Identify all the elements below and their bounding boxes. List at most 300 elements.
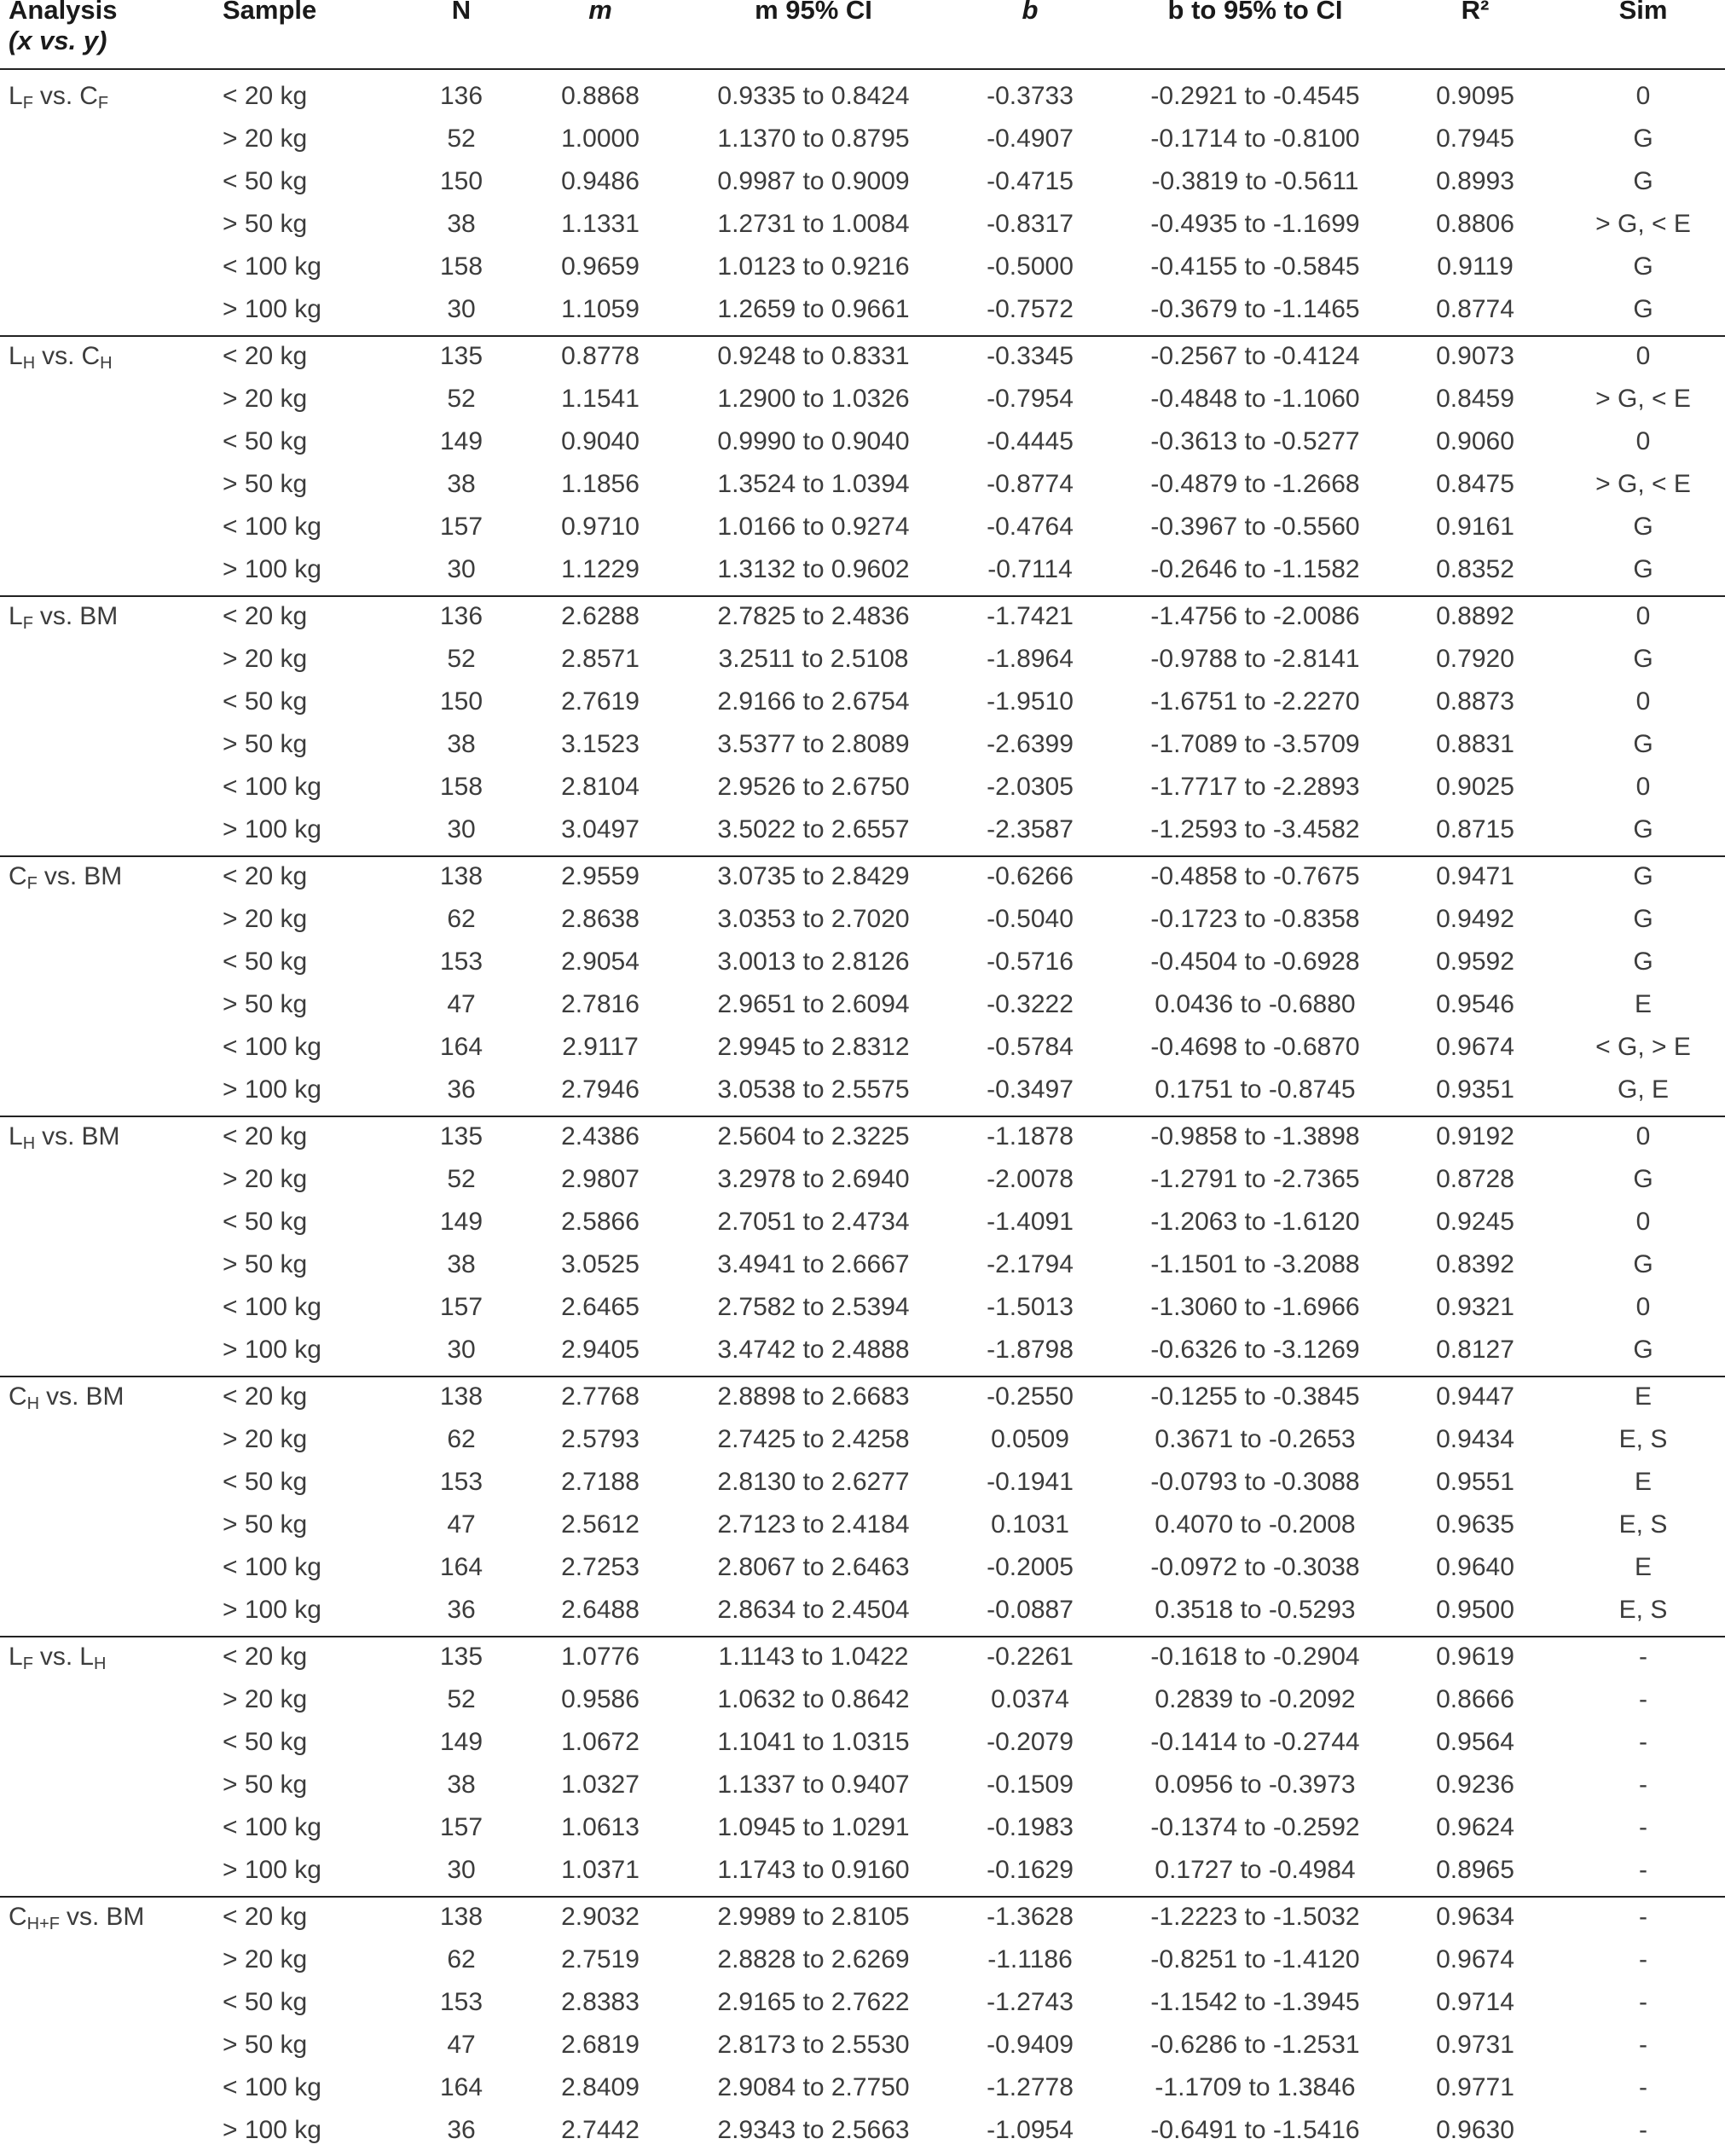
cell-n: 52 [447,125,476,153]
cell-m: 2.7946 [561,1075,640,1104]
cell-n: 38 [447,210,476,238]
cell-r2: 0.8666 [1436,1685,1514,1713]
cell-m: 3.0525 [561,1250,640,1278]
header-analysis-line2: (x vs. y) [9,25,107,55]
header-n: N [451,0,472,25]
cell-m: 1.0000 [561,125,640,153]
group-x-var: L [9,1122,23,1150]
cell-sim: G [1633,555,1653,583]
cell-sim: E, S [1618,1425,1668,1453]
group-y-var: BM [79,602,119,630]
cell-sim: G [1633,1336,1653,1364]
table-row [0,766,1725,808]
cell-n: 149 [439,1728,483,1756]
cell-m-ci: 2.9084 to 2.7750 [717,2073,910,2101]
table-row [0,1896,1725,1939]
cell-sample: < 50 kg [223,1468,308,1496]
cell-n: 135 [439,1122,483,1150]
cell-b: -1.8964 [987,645,1074,673]
cell-sim: 0 [1635,342,1651,370]
table-row [0,246,1725,288]
cell-b-ci: -1.7717 to -2.2893 [1150,773,1360,801]
group-vs: vs. [39,602,73,630]
cell-m: 2.8409 [561,2073,640,2101]
cell-b: -0.7954 [987,385,1074,413]
cell-m: 1.1229 [561,555,640,583]
cell-r2: 0.9640 [1436,1553,1514,1581]
group-x-var: L [9,82,23,110]
cell-b-ci: -0.6286 to -1.2531 [1150,2031,1360,2059]
group-vs: vs. [46,1382,79,1411]
table-row [0,941,1725,983]
cell-b-ci: -0.0793 to -0.3088 [1150,1468,1360,1496]
cell-r2: 0.8774 [1436,295,1514,323]
table-row [0,1636,1725,1678]
cell-m: 2.7816 [561,990,640,1018]
cell-b-ci: -0.2567 to -0.4124 [1150,342,1360,370]
cell-m-ci: 1.0945 to 1.0291 [717,1813,910,1841]
cell-b-ci: -0.9858 to -1.3898 [1150,1122,1360,1150]
cell-m-ci: 2.8067 to 2.6463 [717,1553,910,1581]
cell-r2: 0.9564 [1436,1728,1514,1756]
cell-m: 0.8778 [561,342,640,370]
cell-sim: - [1639,2031,1647,2059]
cell-b-ci: 0.1751 to -0.8745 [1155,1075,1356,1104]
cell-r2: 0.8475 [1436,470,1514,498]
cell-b-ci: -0.1374 to -0.2592 [1150,1813,1360,1841]
cell-sample: > 50 kg [223,210,308,238]
cell-m-ci: 1.0632 to 0.8642 [717,1685,910,1713]
cell-b-ci: -0.4858 to -0.7675 [1150,862,1360,890]
cell-m-ci: 1.3524 to 1.0394 [717,470,910,498]
cell-b: -1.4091 [987,1208,1074,1236]
cell-sim: G [1633,513,1653,541]
cell-b: -0.2005 [987,1553,1074,1581]
cell-sim: G [1633,1250,1653,1278]
cell-m: 2.7253 [561,1553,640,1581]
group-x-subscript: H [22,1134,36,1153]
table-row [0,506,1725,548]
cell-r2: 0.9619 [1436,1643,1514,1671]
cell-b-ci: -1.4756 to -2.0086 [1150,602,1360,630]
cell-b: -1.3628 [987,1903,1074,1931]
cell-b: 0.1031 [991,1510,1069,1539]
cell-n: 150 [439,687,483,716]
group-vs: vs. [39,82,73,110]
cell-sample: > 50 kg [223,1510,308,1539]
cell-n: 157 [439,1293,483,1321]
cell-r2: 0.9500 [1436,1596,1514,1624]
cell-r2: 0.9624 [1436,1813,1514,1841]
group-x-var: L [9,1643,23,1671]
table-row [0,723,1725,766]
cell-sample: > 50 kg [223,990,308,1018]
cell-sample: < 100 kg [223,252,321,281]
cell-m: 2.4386 [561,1122,640,1150]
cell-sim: G [1633,125,1653,153]
cell-b-ci: 0.0956 to -0.3973 [1155,1771,1356,1799]
cell-b: -0.3222 [987,990,1074,1018]
cell-m: 1.0776 [561,1643,640,1671]
cell-b: -1.7421 [987,602,1074,630]
table-row [0,1069,1725,1111]
cell-m: 2.9054 [561,948,640,976]
group-x-subscript: F [26,874,38,893]
cell-sim: 0 [1635,427,1651,455]
cell-r2: 0.8392 [1436,1250,1514,1278]
cell-r2: 0.8892 [1436,602,1514,630]
header-r2: R² [1461,0,1490,25]
cell-r2: 0.8965 [1436,1856,1514,1884]
cell-sim: G [1633,1165,1653,1193]
cell-sim: G [1633,730,1653,758]
cell-m-ci: 3.2978 to 2.6940 [717,1165,910,1193]
cell-r2: 0.7920 [1436,645,1514,673]
cell-b: -0.3733 [987,82,1074,110]
cell-sim: > G, < E [1595,210,1691,238]
table-row [0,2109,1725,2152]
group-y-var: C [81,342,101,370]
cell-n: 158 [439,773,483,801]
group-x-subscript: H [26,1394,40,1413]
cell-b: -0.8774 [987,470,1074,498]
cell-sim: - [1639,2073,1647,2101]
cell-n: 30 [447,555,476,583]
cell-n: 38 [447,1250,476,1278]
cell-sample: > 100 kg [223,815,321,843]
cell-m: 2.9807 [561,1165,640,1193]
cell-b-ci: -0.6491 to -1.5416 [1150,2116,1360,2144]
cell-n: 38 [447,470,476,498]
cell-sim: 0 [1635,602,1651,630]
cell-m-ci: 2.9343 to 2.5663 [717,2116,910,2144]
cell-r2: 0.8728 [1436,1165,1514,1193]
cell-b: 0.0374 [991,1685,1069,1713]
cell-b-ci: 0.4070 to -0.2008 [1155,1510,1356,1539]
cell-sim: - [1639,1856,1647,1884]
cell-r2: 0.8352 [1436,555,1514,583]
cell-b-ci: 0.3671 to -0.2653 [1155,1425,1356,1453]
cell-b-ci: -0.2921 to -0.4545 [1150,82,1360,110]
cell-n: 164 [439,2073,483,2101]
cell-b: -0.1509 [987,1771,1074,1799]
group-y-var: BM [81,1122,120,1150]
cell-sample: < 20 kg [223,862,308,890]
cell-m-ci: 2.8173 to 2.5530 [717,2031,910,2059]
table-header [0,0,1725,70]
cell-m: 1.1059 [561,295,640,323]
cell-m-ci: 3.0353 to 2.7020 [717,905,910,933]
cell-m-ci: 1.0123 to 0.9216 [717,252,910,281]
cell-sim: 0 [1635,773,1651,801]
cell-r2: 0.8806 [1436,210,1514,238]
cell-sample: > 100 kg [223,1075,321,1104]
table-row [0,1721,1725,1764]
cell-sample: > 100 kg [223,295,321,323]
cell-r2: 0.9635 [1436,1510,1514,1539]
cell-sim: E, S [1618,1596,1668,1624]
group-x-var: L [9,342,23,370]
cell-n: 62 [447,1425,476,1453]
group-x-subscript: H [22,354,36,373]
cell-sim: > G, < E [1595,385,1691,413]
cell-sample: < 100 kg [223,1553,321,1581]
table-row [0,808,1725,851]
cell-b-ci: -0.4935 to -1.1699 [1150,210,1360,238]
cell-n: 36 [447,2116,476,2144]
cell-sample: > 20 kg [223,125,308,153]
table-row [0,1116,1725,1158]
cell-r2: 0.9434 [1436,1425,1514,1453]
cell-sample: > 20 kg [223,385,308,413]
table-row [0,118,1725,160]
cell-n: 157 [439,1813,483,1841]
table-row [0,1243,1725,1286]
cell-b-ci: -0.4848 to -1.1060 [1150,385,1360,413]
cell-sample: < 50 kg [223,687,308,716]
cell-b: -0.5784 [987,1033,1074,1061]
cell-b: -0.7114 [987,555,1073,583]
cell-b-ci: -0.9788 to -2.8141 [1150,645,1360,673]
group-x-subscript: F [22,1655,33,1673]
group-vs: vs. [67,1903,100,1931]
cell-r2: 0.9630 [1436,2116,1514,2144]
cell-n: 135 [439,342,483,370]
cell-b-ci: -0.4879 to -1.2668 [1150,470,1360,498]
cell-b: -1.0954 [987,2116,1074,2144]
cell-b: -2.3587 [987,815,1074,843]
cell-r2: 0.9471 [1436,862,1514,890]
cell-r2: 0.9592 [1436,948,1514,976]
cell-m-ci: 3.4941 to 2.6667 [717,1250,910,1278]
cell-n: 164 [439,1033,483,1061]
cell-m: 2.7619 [561,687,640,716]
cell-sample: < 50 kg [223,1988,308,2016]
cell-sim: - [1639,1643,1647,1671]
cell-m: 0.9040 [561,427,640,455]
cell-m: 0.8868 [561,82,640,110]
table-row [0,855,1725,898]
cell-b: -2.0078 [987,1165,1074,1193]
cell-n: 135 [439,1643,483,1671]
cell-b-ci: -1.6751 to -2.2270 [1150,687,1360,716]
cell-m: 1.1541 [561,385,640,413]
cell-b: -0.4445 [987,427,1074,455]
cell-b-ci: 0.3518 to -0.5293 [1155,1596,1356,1624]
group-y-var: BM [85,1382,124,1411]
cell-sim: - [1639,1813,1647,1841]
cell-m: 2.7768 [561,1382,640,1411]
cell-b-ci: -1.1709 to 1.3846 [1155,2073,1356,2101]
table-row [0,1764,1725,1806]
group-y-subscript: F [97,94,109,113]
cell-b: -2.0305 [987,773,1074,801]
cell-r2: 0.7945 [1436,125,1514,153]
table-row [0,983,1725,1026]
cell-b: -0.1983 [987,1813,1074,1841]
cell-sample: < 20 kg [223,82,308,110]
cell-m: 1.1856 [561,470,640,498]
cell-b-ci: -0.3613 to -0.5277 [1150,427,1360,455]
row-group [0,1376,1725,1637]
cell-m-ci: 1.2731 to 1.0084 [717,210,910,238]
cell-r2: 0.8459 [1436,385,1514,413]
cell-sim: E [1634,990,1653,1018]
cell-m: 2.7519 [561,1945,640,1973]
group-x-subscript: H+F [26,1915,61,1933]
cell-b: -0.1629 [987,1856,1074,1884]
cell-n: 158 [439,252,483,281]
cell-b-ci: -0.4504 to -0.6928 [1150,948,1360,976]
cell-n: 47 [447,1510,476,1539]
cell-m-ci: 0.9248 to 0.8331 [717,342,910,370]
cell-sample: > 100 kg [223,1596,321,1624]
cell-sim: - [1639,1685,1647,1713]
cell-m-ci: 2.9945 to 2.8312 [717,1033,910,1061]
cell-r2: 0.9447 [1436,1382,1514,1411]
table-row [0,288,1725,331]
cell-m: 2.9032 [561,1903,640,1931]
cell-m-ci: 2.8634 to 2.4504 [717,1596,910,1624]
cell-sample: > 100 kg [223,1336,321,1364]
cell-m-ci: 0.9987 to 0.9009 [717,167,910,195]
cell-m-ci: 3.0538 to 2.5575 [717,1075,910,1104]
cell-sim: G [1633,815,1653,843]
cell-m: 2.5793 [561,1425,640,1453]
cell-n: 164 [439,1553,483,1581]
table-row [0,1546,1725,1589]
cell-sample: > 20 kg [223,1945,308,1973]
cell-sim: 0 [1635,687,1651,716]
table-row [0,1329,1725,1371]
cell-r2: 0.8127 [1436,1336,1514,1364]
cell-r2: 0.9492 [1436,905,1514,933]
cell-r2: 0.9674 [1436,1033,1514,1061]
cell-sample: < 100 kg [223,1293,321,1321]
cell-n: 52 [447,645,476,673]
cell-b: -0.3497 [987,1075,1074,1104]
cell-sim: E, S [1618,1510,1668,1539]
row-group [0,1636,1725,1898]
cell-n: 136 [439,602,483,630]
cell-r2: 0.9546 [1436,990,1514,1018]
cell-r2: 0.9714 [1436,1988,1514,2016]
table-row [0,1678,1725,1721]
cell-m-ci: 1.1370 to 0.8795 [717,125,910,153]
cell-sample: > 50 kg [223,730,308,758]
cell-r2: 0.9073 [1436,342,1514,370]
cell-sample: < 50 kg [223,167,308,195]
table-row [0,1201,1725,1243]
cell-n: 47 [447,2031,476,2059]
cell-m: 2.6488 [561,1596,640,1624]
cell-b-ci: -0.3967 to -0.5560 [1150,513,1360,541]
cell-m: 2.5612 [561,1510,640,1539]
cell-b-ci: -0.1723 to -0.8358 [1150,905,1360,933]
header-sim: Sim [1618,0,1668,25]
table-row [0,1461,1725,1504]
group-y-subscript: H [93,1655,107,1673]
table-row [0,1026,1725,1069]
cell-sample: > 100 kg [223,2116,321,2144]
table-row [0,1286,1725,1329]
cell-sample: < 100 kg [223,2073,321,2101]
cell-b: -0.3345 [987,342,1074,370]
cell-n: 30 [447,1336,476,1364]
cell-r2: 0.9119 [1437,252,1514,281]
cell-m: 3.1523 [561,730,640,758]
cell-r2: 0.9731 [1436,2031,1514,2059]
cell-n: 138 [439,1903,483,1931]
cell-r2: 0.9025 [1436,773,1514,801]
cell-b-ci: -0.1255 to -0.3845 [1150,1382,1360,1411]
cell-r2: 0.9161 [1436,513,1514,541]
cell-m-ci: 2.7123 to 2.4184 [717,1510,910,1539]
cell-n: 153 [439,948,483,976]
cell-b: -2.6399 [987,730,1074,758]
cell-sample: > 20 kg [223,1425,308,1453]
cell-sample: > 50 kg [223,1250,308,1278]
table-row [0,681,1725,723]
cell-b: -1.2778 [987,2073,1074,2101]
cell-b-ci: -0.1414 to -0.2744 [1150,1728,1360,1756]
cell-n: 30 [447,1856,476,1884]
header-m: m [588,0,612,25]
group-x-var: C [9,1382,27,1411]
cell-b-ci: -0.3679 to -1.1465 [1150,295,1360,323]
cell-r2: 0.9634 [1436,1903,1514,1931]
cell-m-ci: 1.1743 to 0.9160 [717,1856,910,1884]
cell-n: 153 [439,1468,483,1496]
cell-m: 1.0371 [561,1856,640,1884]
cell-m-ci: 3.4742 to 2.4888 [717,1336,910,1364]
cell-sim: < G, > E [1595,1033,1691,1061]
cell-n: 52 [447,385,476,413]
cell-m: 0.9486 [561,167,640,195]
cell-n: 36 [447,1075,476,1104]
cell-n: 138 [439,1382,483,1411]
cell-sim: 0 [1635,1122,1651,1150]
cell-sample: < 50 kg [223,1208,308,1236]
cell-sample: > 20 kg [223,905,308,933]
cell-b-ci: 0.2839 to -0.2092 [1155,1685,1356,1713]
cell-m-ci: 1.1337 to 0.9407 [717,1771,910,1799]
cell-m: 2.8571 [561,645,640,673]
cell-sample: < 100 kg [223,513,321,541]
cell-b: -0.4907 [987,125,1074,153]
cell-b: -0.8317 [987,210,1074,238]
table-row [0,1806,1725,1849]
row-group [0,75,1725,337]
cell-b-ci: -0.0972 to -0.3038 [1150,1553,1360,1581]
group-y-var: C [79,82,98,110]
cell-m: 2.6819 [561,2031,640,2059]
cell-b: -0.7572 [987,295,1074,323]
cell-n: 47 [447,990,476,1018]
cell-n: 52 [447,1165,476,1193]
cell-sample: < 20 kg [223,1643,308,1671]
cell-m: 2.6465 [561,1293,640,1321]
cell-b-ci: -0.1618 to -0.2904 [1150,1643,1360,1671]
table-row [0,75,1725,118]
cell-b-ci: -1.2593 to -3.4582 [1150,815,1360,843]
cell-r2: 0.9321 [1436,1293,1514,1321]
cell-b-ci: -1.1542 to -1.3945 [1150,1988,1360,2016]
group-y-var: L [79,1643,94,1671]
cell-sim: - [1639,1771,1647,1799]
cell-sim: 0 [1635,1293,1651,1321]
cell-sample: < 20 kg [223,342,308,370]
